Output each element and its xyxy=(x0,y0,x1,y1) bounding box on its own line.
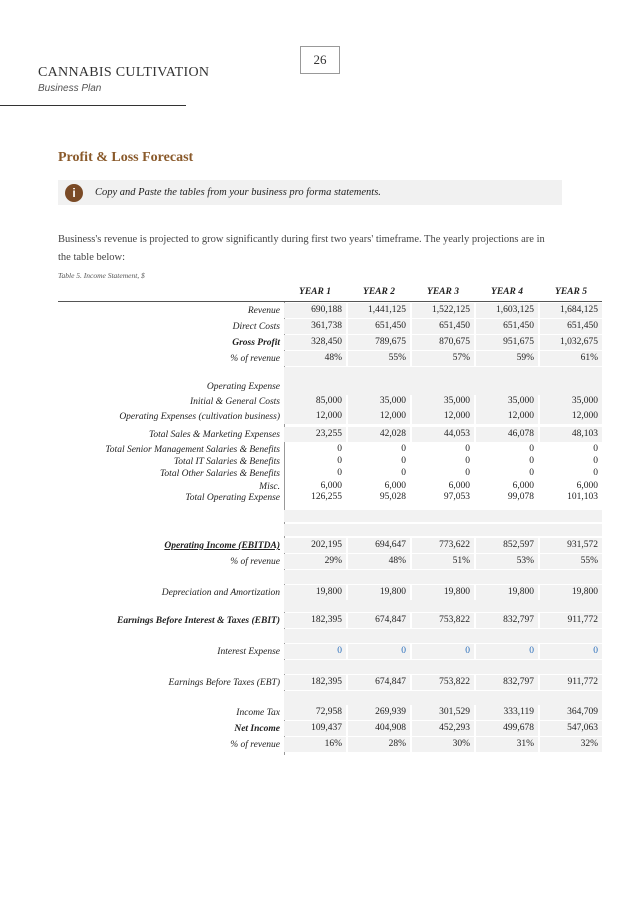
table-row xyxy=(58,456,602,468)
table-cell: 95,028 xyxy=(379,492,406,502)
blank-band xyxy=(284,524,602,536)
row-label: Total Senior Management Salaries & Benefits xyxy=(105,445,280,455)
table-cell: 0 xyxy=(593,468,598,478)
table-cell: 0 xyxy=(401,456,406,466)
table-row xyxy=(58,675,602,691)
table-cell: 101,103 xyxy=(567,492,598,502)
table-row xyxy=(58,394,602,410)
table-cell: 0 xyxy=(465,444,470,454)
table-cell: 1,522,125 xyxy=(412,303,474,318)
table-cell: 182,395 xyxy=(284,613,346,628)
row-label: Total Other Salaries & Benefits xyxy=(160,469,280,479)
table-cell: 931,572 xyxy=(540,538,602,553)
row-label: Operating Income (EBITDA) xyxy=(164,541,280,551)
row-label: Income Tax xyxy=(236,708,280,718)
year-header: YEAR 1 xyxy=(299,287,331,297)
year-header: YEAR 5 xyxy=(555,287,587,297)
table-cell: 333,119 xyxy=(476,705,538,720)
row-label: Operating Expense xyxy=(206,382,280,392)
table-cell: 499,678 xyxy=(476,721,538,736)
row-label: Net Income xyxy=(234,724,280,734)
table-cell: 0 xyxy=(465,468,470,478)
table-cell: 404,908 xyxy=(348,721,410,736)
table-cell: 1,684,125 xyxy=(540,303,602,318)
table-row xyxy=(58,492,602,504)
row-label: Direct Costs xyxy=(232,322,280,332)
table-cell: 911,772 xyxy=(540,613,602,628)
table-cell: 31% xyxy=(476,737,538,752)
table-cell: 1,032,675 xyxy=(540,335,602,350)
table-cell: 109,437 xyxy=(284,721,346,736)
table-row xyxy=(58,705,602,721)
intro-paragraph: Business's revenue is projected to grow significantly during first two years' timeframe. The yearly projections are in the table below: xyxy=(58,234,545,263)
table-cell: 12,000 xyxy=(476,409,538,424)
table-row xyxy=(58,409,602,425)
table-cell: 55% xyxy=(348,351,410,366)
table-cell: 694,647 xyxy=(348,538,410,553)
table-cell: 6,000 xyxy=(576,481,598,491)
section-title: Profit & Loss Forecast xyxy=(58,150,194,165)
table-cell: 12,000 xyxy=(540,409,602,424)
table-row xyxy=(58,351,602,367)
row-label: % of revenue xyxy=(230,740,280,750)
table-cell: 328,450 xyxy=(284,335,346,350)
blank-band xyxy=(284,367,602,379)
table-cell: 30% xyxy=(412,737,474,752)
table-cell: 61% xyxy=(540,351,602,366)
year-header: YEAR 4 xyxy=(491,287,523,297)
blank-band xyxy=(284,510,602,522)
table-cell: 6,000 xyxy=(512,481,534,491)
table-cell: 35,000 xyxy=(540,394,602,409)
table-row xyxy=(58,613,602,629)
table-cell: 269,939 xyxy=(348,705,410,720)
table-cell: 126,255 xyxy=(311,492,342,502)
table-cell: 753,822 xyxy=(412,675,474,690)
table-cell: 911,772 xyxy=(540,675,602,690)
table-cell: 651,450 xyxy=(476,319,538,334)
table-cell: 6,000 xyxy=(448,481,470,491)
table-cell: 85,000 xyxy=(284,394,346,409)
table-cell: 753,822 xyxy=(412,613,474,628)
table-cell: 0 xyxy=(476,644,538,659)
table-cell: 6,000 xyxy=(320,481,342,491)
table-cell: 0 xyxy=(348,644,410,659)
table-cell: 361,738 xyxy=(284,319,346,334)
blank-band xyxy=(284,660,602,674)
table-cell: 789,675 xyxy=(348,335,410,350)
row-label: Initial & General Costs xyxy=(190,397,280,407)
row-label: Depreciation and Amortization xyxy=(161,588,280,598)
table-cell: 0 xyxy=(412,644,474,659)
table-cell: 0 xyxy=(540,644,602,659)
blank-band xyxy=(284,379,602,395)
row-label: Revenue xyxy=(247,306,280,316)
table-cell: 674,847 xyxy=(348,675,410,690)
table-cell: 12,000 xyxy=(412,409,474,424)
row-label: Operating Expenses (cultivation business) xyxy=(119,412,280,422)
table-row xyxy=(58,554,602,570)
row-label: % of revenue xyxy=(230,354,280,364)
table-cell: 0 xyxy=(593,444,598,454)
table-cell: 28% xyxy=(348,737,410,752)
table-cell: 651,450 xyxy=(540,319,602,334)
table-cell: 35,000 xyxy=(476,394,538,409)
table-cell: 651,450 xyxy=(348,319,410,334)
table-cell: 0 xyxy=(529,444,534,454)
header-divider xyxy=(0,105,186,106)
table-cell: 0 xyxy=(529,456,534,466)
note-text: Copy and Paste the tables from your business pro forma statements. xyxy=(95,187,381,198)
table-cell: 97,053 xyxy=(443,492,470,502)
table-cell: 832,797 xyxy=(476,675,538,690)
table-row xyxy=(58,538,602,554)
table-cell: 0 xyxy=(401,468,406,478)
table-cell: 35,000 xyxy=(348,394,410,409)
year-header: YEAR 2 xyxy=(363,287,395,297)
table-cell: 0 xyxy=(337,456,342,466)
table-cell: 12,000 xyxy=(284,409,346,424)
table-cell: 42,028 xyxy=(348,427,410,442)
table-cell: 35,000 xyxy=(412,394,474,409)
table-cell: 690,188 xyxy=(284,303,346,318)
year-header: YEAR 3 xyxy=(427,287,459,297)
table-cell: 19,800 xyxy=(284,585,346,600)
table-cell: 23,255 xyxy=(284,427,346,442)
table-row xyxy=(58,444,602,456)
document-title: CANNABIS CULTIVATION xyxy=(38,65,210,80)
table-cell: 0 xyxy=(337,468,342,478)
table-cell: 1,441,125 xyxy=(348,303,410,318)
table-cell: 0 xyxy=(529,468,534,478)
blank-band xyxy=(284,600,602,612)
header-rule xyxy=(58,301,602,302)
table-cell: 0 xyxy=(465,456,470,466)
table-cell: 48% xyxy=(348,554,410,569)
blank-band xyxy=(284,570,602,584)
table-cell: 29% xyxy=(284,554,346,569)
table-cell: 0 xyxy=(337,444,342,454)
table-cell: 0 xyxy=(593,456,598,466)
table-row xyxy=(58,427,602,443)
table-row xyxy=(58,335,602,351)
row-label: Total Sales & Marketing Expenses xyxy=(148,430,280,440)
table-cell: 951,675 xyxy=(476,335,538,350)
table-cell: 832,797 xyxy=(476,613,538,628)
table-cell: 57% xyxy=(412,351,474,366)
table-cell: 19,800 xyxy=(476,585,538,600)
table-cell: 452,293 xyxy=(412,721,474,736)
table-cell: 48% xyxy=(284,351,346,366)
table-cell: 19,800 xyxy=(348,585,410,600)
row-label: Misc. xyxy=(259,482,280,492)
table-cell: 0 xyxy=(284,644,346,659)
table-row xyxy=(58,737,602,753)
info-icon: i xyxy=(65,184,83,202)
row-label: Earnings Before Interest & Taxes (EBIT) xyxy=(116,616,280,626)
table-row xyxy=(58,721,602,737)
table-cell: 72,958 xyxy=(284,705,346,720)
row-label: Total IT Salaries & Benefits xyxy=(173,457,280,467)
table-cell: 773,622 xyxy=(412,538,474,553)
table-row xyxy=(58,319,602,335)
row-label: Earnings Before Taxes (EBT) xyxy=(168,678,280,688)
table-cell: 48,103 xyxy=(540,427,602,442)
table-cell: 99,078 xyxy=(507,492,534,502)
row-label: % of revenue xyxy=(230,557,280,567)
table-cell: 19,800 xyxy=(540,585,602,600)
table-cell: 364,709 xyxy=(540,705,602,720)
table-cell: 16% xyxy=(284,737,346,752)
table-row xyxy=(58,644,602,660)
table-row xyxy=(58,468,602,480)
table-cell: 55% xyxy=(540,554,602,569)
table-cell: 6,000 xyxy=(384,481,406,491)
row-label: Interest Expense xyxy=(217,647,280,657)
table-cell: 19,800 xyxy=(412,585,474,600)
table-cell: 202,195 xyxy=(284,538,346,553)
table-cell: 46,078 xyxy=(476,427,538,442)
row-label: Total Operating Expense xyxy=(185,493,280,503)
table-caption: Table 5. Income Statement, $ xyxy=(58,271,145,280)
table-cell: 651,450 xyxy=(412,319,474,334)
table-cell: 852,597 xyxy=(476,538,538,553)
table-cell: 51% xyxy=(412,554,474,569)
table-cell: 182,395 xyxy=(284,675,346,690)
row-label: Gross Profit xyxy=(232,338,280,348)
table-cell: 32% xyxy=(540,737,602,752)
page-number: 26 xyxy=(300,46,340,74)
blank-band xyxy=(284,691,602,705)
table-cell: 1,603,125 xyxy=(476,303,538,318)
table-cell: 301,529 xyxy=(412,705,474,720)
table-row xyxy=(58,585,602,601)
table-cell: 870,675 xyxy=(412,335,474,350)
table-row xyxy=(58,303,602,319)
table-cell: 674,847 xyxy=(348,613,410,628)
blank-band xyxy=(284,629,602,643)
table-cell: 53% xyxy=(476,554,538,569)
table-cell: 12,000 xyxy=(348,409,410,424)
table-cell: 547,063 xyxy=(540,721,602,736)
table-cell: 59% xyxy=(476,351,538,366)
table-row xyxy=(58,379,602,395)
instruction-note xyxy=(58,180,562,205)
document-subtitle: Business Plan xyxy=(38,83,102,94)
table-cell: 44,053 xyxy=(412,427,474,442)
table-cell: 0 xyxy=(401,444,406,454)
